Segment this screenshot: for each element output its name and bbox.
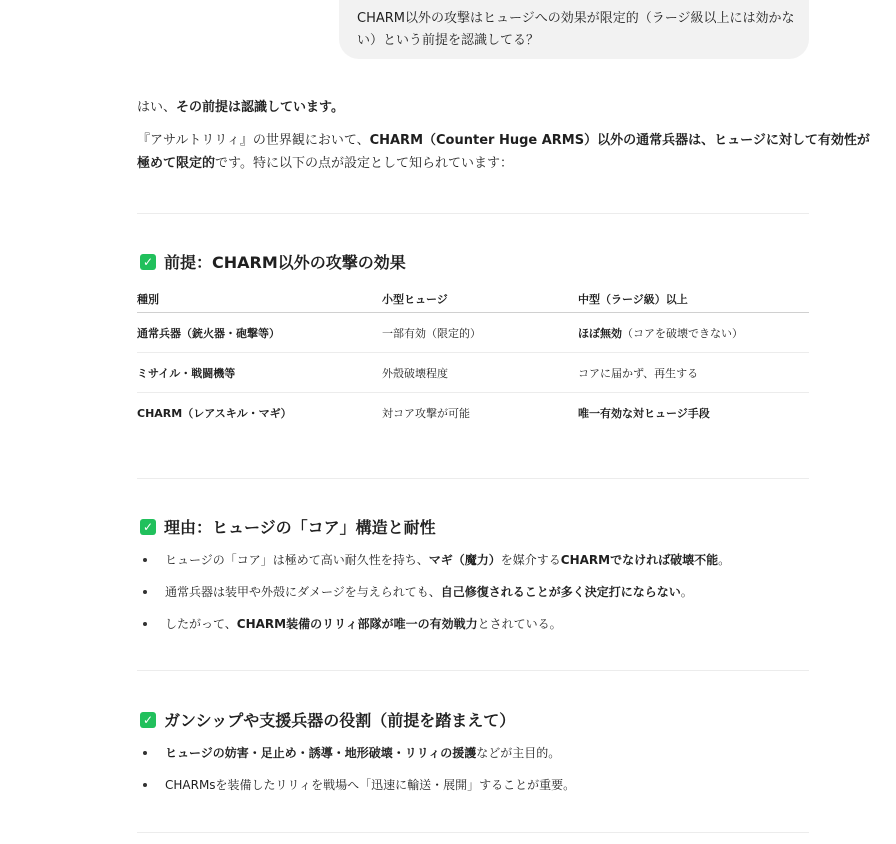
cell-bold-text: ほぼ無効 — [578, 326, 622, 340]
list-item-bold-text: CHARMでなければ破壊不能 — [560, 553, 719, 567]
cell-bold-text: 唯一有効な対ヒュージ手段 — [578, 406, 710, 420]
list-item-text: などが主目的。 — [476, 746, 561, 760]
list-item — [137, 608, 730, 640]
table-row — [137, 313, 809, 353]
list-item — [137, 769, 575, 801]
table-cell: 外殻破壊程度 — [382, 353, 578, 393]
list-item — [137, 576, 730, 608]
table-header-row — [137, 285, 809, 313]
section-heading — [140, 710, 515, 732]
check-mark-icon: ✓ — [140, 712, 156, 728]
table-header: 種別 — [137, 285, 382, 313]
section-heading — [140, 517, 436, 539]
paragraph-bold-text: CHARM（Counter Huge ARMS）以外の通常兵器は、ヒュージに対して有効性が — [369, 133, 870, 148]
list-item-text: 。 — [680, 585, 693, 599]
list-item-text: したがって、 — [165, 617, 237, 631]
user-message-bubble — [339, 0, 809, 59]
user-message-line: CHARM以外の攻撃はヒュージへの効果が限定的（ラージ級以上には効かな — [357, 11, 795, 26]
list-item-bold-text: マギ（魔力） — [428, 553, 501, 567]
table-row — [137, 353, 809, 393]
answer-paragraph — [137, 152, 513, 176]
divider — [137, 670, 809, 671]
paragraph-text: 『アサルトリリィ』の世界観において、 — [137, 133, 370, 148]
table-cell: 対コア攻撃が可能 — [382, 406, 470, 420]
section-heading — [140, 252, 406, 274]
paragraph-bold-text: 極めて限定的 — [137, 156, 216, 171]
check-mark-icon: ✓ — [140, 254, 156, 270]
answer-paragraph — [137, 129, 870, 153]
table-cell: CHARM（レアスキル・マギ） — [137, 406, 292, 420]
user-message-line: い）という前提を認識してる？ — [357, 33, 540, 48]
cell-text: コアに届かず、再生する — [578, 366, 699, 380]
list-item-bold-text: ヒュージの妨害・足止め・誘導・地形破壊・リリィの援護 — [165, 746, 477, 760]
table-row — [137, 393, 809, 433]
table-header: 中型（ラージ級）以上 — [578, 285, 809, 313]
table-cell: ミサイル・戦闘機等 — [137, 353, 382, 393]
list-item-text: 通常兵器は装甲や外殻にダメージを与えられても、 — [165, 585, 441, 599]
table-cell: 一部有効（限定的） — [382, 313, 578, 353]
section-heading-text: 前提：CHARM以外の攻撃の効果 — [164, 253, 406, 272]
list-item-text: ヒュージの「コア」は極めて高い耐久性を持ち、 — [165, 553, 429, 567]
list-item-text: 。 — [718, 553, 731, 567]
list-item-bold-text: 自己修復されることが多く決定打にならない — [440, 585, 681, 599]
table-cell — [578, 393, 809, 433]
cell-text: （コアを破壊できない） — [622, 326, 743, 340]
bullet-list — [137, 737, 575, 801]
list-item-text: とされている。 — [477, 617, 562, 631]
divider — [137, 832, 809, 833]
divider — [137, 478, 809, 479]
table-cell — [578, 353, 809, 393]
bullet-list — [137, 544, 730, 640]
list-item — [137, 544, 730, 576]
comparison-table — [137, 285, 809, 432]
section-heading-text: 理由：ヒュージの「コア」構造と耐性 — [164, 518, 436, 537]
table-cell: 通常兵器（銃火器・砲撃等） — [137, 313, 382, 353]
intro-bold-text: その前提は認識しています。 — [176, 100, 344, 115]
list-item-text: CHARMsを装備したリリィを戦場へ「迅速に輸送・展開」することが重要。 — [165, 778, 576, 792]
check-mark-icon: ✓ — [140, 519, 156, 535]
intro-text: はい、 — [137, 100, 177, 115]
table-cell — [578, 313, 809, 353]
list-item-text: を媒介する — [500, 553, 561, 567]
paragraph-text: です。特に以下の点が設定として知られています： — [215, 156, 513, 171]
divider — [137, 213, 809, 214]
answer-intro — [137, 96, 344, 120]
list-item — [137, 737, 575, 769]
list-item-bold-text: CHARM装備のリリィ部隊が唯一の有効戦力 — [236, 617, 478, 631]
table-header: 小型ヒュージ — [382, 285, 578, 313]
section-heading-text: ガンシップや支援兵器の役割（前提を踏まえて） — [164, 711, 516, 730]
